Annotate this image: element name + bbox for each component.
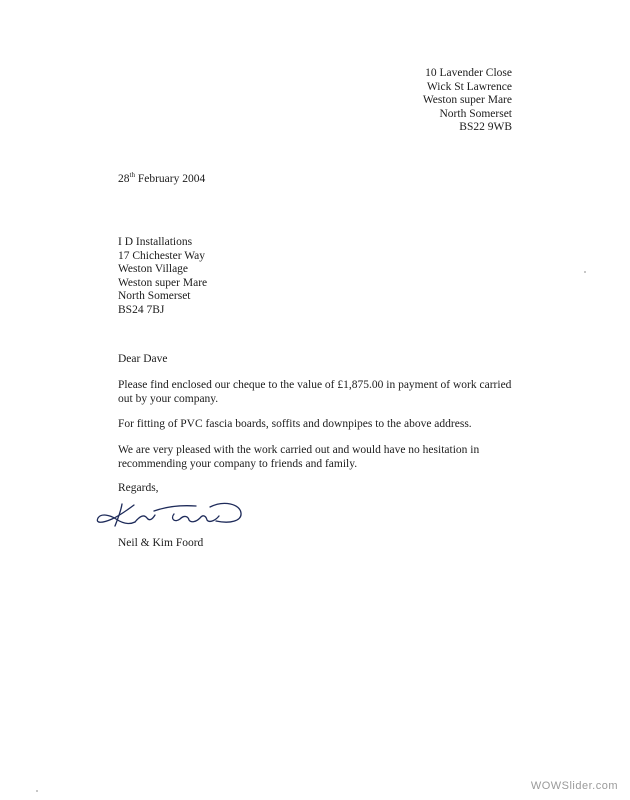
sender-address: [423, 67, 512, 135]
recipient-address: [118, 236, 207, 318]
scan-speck: [584, 271, 586, 273]
body-paragraph: For fitting of PVC fascia boards, soffits and downpipes to the above address.: [118, 418, 472, 430]
recipient-address-line: I D Installations: [118, 236, 193, 248]
scan-speck: [36, 790, 38, 792]
watermark: WOWSlider.com: [530, 780, 618, 793]
sender-address-line: BS22 9WB: [459, 121, 512, 134]
date-month-year: February 2004: [134, 173, 206, 185]
sender-address-line: Wick St Lawrence: [426, 80, 512, 93]
body-paragraph: We are very pleased with the work carried out and would have no hesitation in recommending your company to friends and family.: [118, 444, 480, 470]
letter-date: [118, 173, 205, 187]
date-day: 28: [118, 173, 130, 185]
sender-address-line: North Somerset: [439, 107, 512, 120]
date-day-suffix: th: [129, 171, 135, 179]
recipient-address-line: BS24 7BJ: [118, 303, 165, 316]
recipient-address-line: Weston Village: [118, 263, 189, 276]
recipient-address-line: 17 Chichester Way: [118, 249, 206, 262]
signatory-name: Neil & Kim Foord: [118, 537, 204, 549]
recipient-address-line: Weston super Mare: [118, 276, 208, 289]
body-paragraph: Please find enclosed our cheque to the value of £1,875.00 in payment of work carried out by your company.: [118, 379, 512, 405]
closing: Regards,: [118, 482, 159, 494]
handwritten-signature: [88, 494, 248, 532]
sender-address-line: Weston super Mare: [422, 94, 512, 107]
recipient-address-line: North Somerset: [118, 290, 191, 303]
salutation: Dear Dave: [118, 353, 168, 365]
sender-address-line: 10 Lavender Close: [425, 67, 512, 79]
